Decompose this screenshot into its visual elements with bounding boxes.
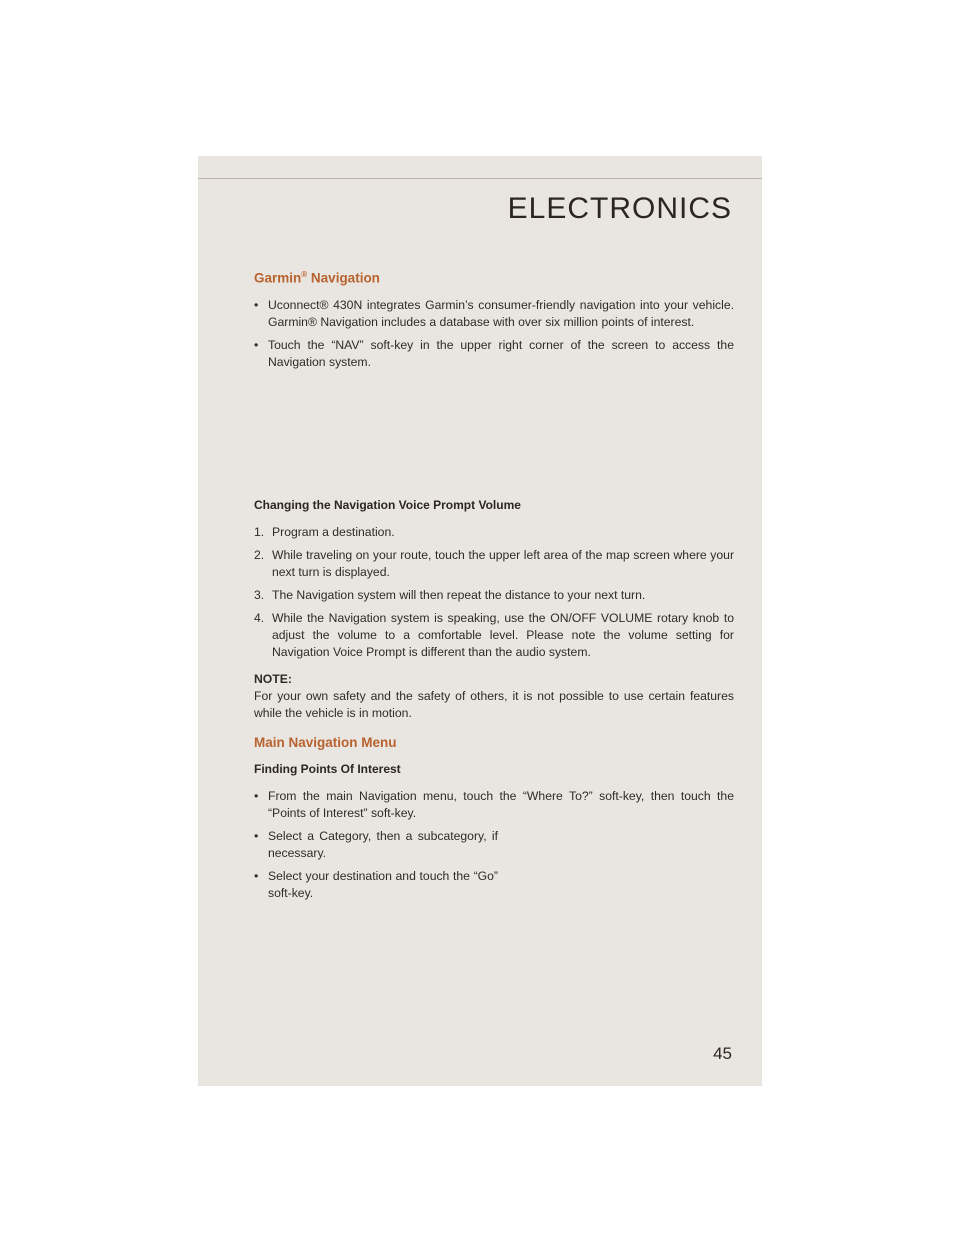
note-label: NOTE:: [254, 671, 292, 686]
note-text: For your own safety and the safety of others, it is not possible to use certain features while the vehicle is in motion.: [254, 688, 734, 720]
page-number: 45: [713, 1044, 732, 1063]
list-item: 4. While the Navigation system is speaking, use the ON/OFF VOLUME rotary knob to adjust the volume to a comfortable level. Please note the volume setting for Navigation Voice Prompt is different than the audio system.: [254, 610, 734, 659]
header-rule: [198, 178, 762, 179]
garmin-navigation-heading: Garmin® Navigation: [254, 270, 380, 286]
voice-prompt-heading: Changing the Navigation Voice Prompt Volume: [254, 497, 521, 512]
list-item: 1. Program a destination.: [254, 524, 395, 539]
list-item: • Select your destination and touch the “Go” soft-key.: [254, 868, 498, 902]
page-content: [254, 266, 734, 908]
voice-steps-list: [254, 524, 734, 661]
list-item: 3. The Navigation system will then repeat the distance to your next turn.: [254, 587, 646, 602]
manual-page: [198, 156, 762, 1086]
section-title: ELECTRONICS: [507, 192, 732, 225]
points-of-interest-heading: Finding Points Of Interest: [254, 761, 401, 776]
list-item: 2. While traveling on your route, touch the upper left area of the map screen where your next turn is displayed.: [254, 547, 734, 579]
list-item: • Select a Category, then a subcategory, if necessary.: [254, 828, 498, 862]
garmin-bullet-list: [254, 297, 734, 371]
image-placeholder: [254, 377, 734, 497]
list-item: • From the main Navigation menu, touch the “Where To?” soft-key, then touch the “Points of Interest” soft-key.: [254, 788, 734, 822]
main-navigation-menu-heading: Main Navigation Menu: [254, 734, 397, 750]
poi-bullet-list: [254, 788, 734, 902]
list-item: • Touch the “NAV” soft-key in the upper right corner of the screen to access the Navigation system.: [254, 337, 734, 371]
list-item: • Uconnect® 430N integrates Garmin’s consumer-friendly navigation into your vehicle. Garmin® Navigation includes a database with over six million points of interest.: [254, 297, 734, 331]
